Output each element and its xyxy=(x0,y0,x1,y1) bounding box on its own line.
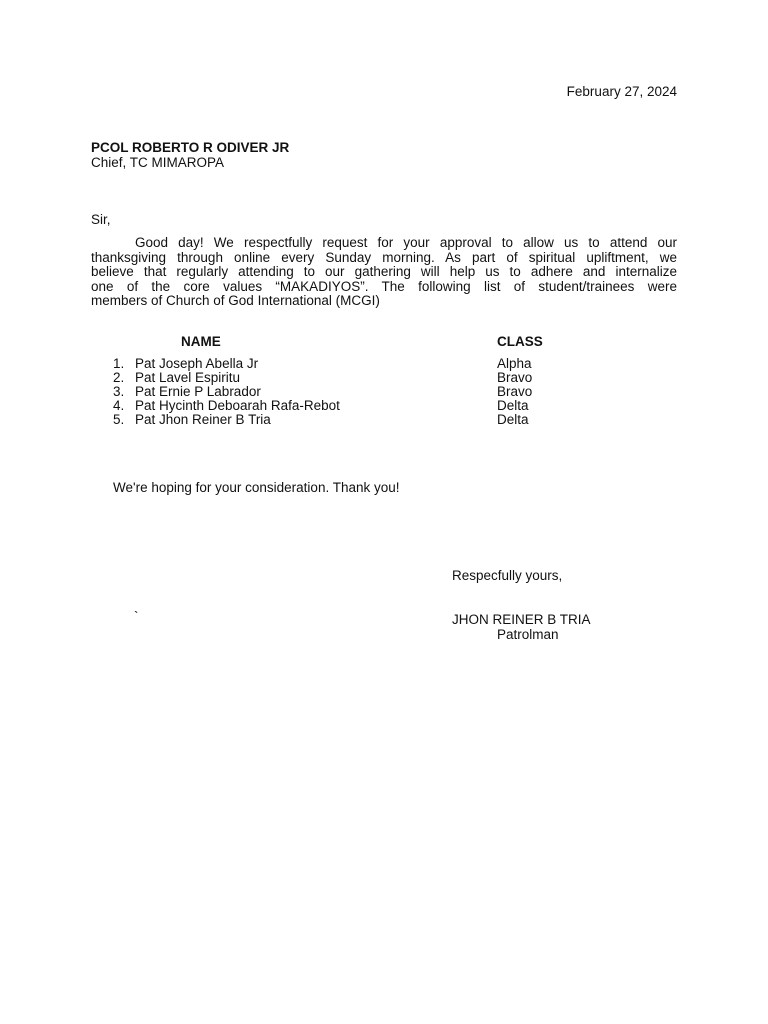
row-number: 1. xyxy=(113,356,125,371)
trainee-row xyxy=(113,413,583,427)
recipient-name: PCOL ROBERTO R ODIVER JR xyxy=(91,140,290,155)
body-line: Good day! We respectfully request for your approval to allow us to attend our xyxy=(135,235,677,250)
body-line: members of Church of God International (MCGI) xyxy=(91,293,380,308)
row-number: 4. xyxy=(113,398,125,413)
body-line: thanksgiving through online every Sunday morning. As part of spiritual upliftment, we xyxy=(91,249,677,265)
body-line: believe that regularly attending to our gathering will help us to adhere and internalize xyxy=(91,264,677,279)
trainee-class: Alpha xyxy=(497,356,532,371)
trainee-row xyxy=(113,371,583,385)
trainee-row xyxy=(113,399,583,413)
trainee-class: Bravo xyxy=(497,384,533,399)
trainee-name: Pat Joseph Abella Jr xyxy=(135,356,259,371)
signer-name: JHON REINER B TRIA xyxy=(452,612,591,627)
body-line: one of the core values “MAKADIYOS”. The following list of student/trainees were xyxy=(91,278,677,294)
valediction: Respecfully yours, xyxy=(452,568,563,583)
trainee-name: Pat Lavel Espiritu xyxy=(135,370,241,385)
name-column-header: NAME xyxy=(181,334,221,349)
body-paragraph xyxy=(91,236,677,309)
trainee-row xyxy=(113,385,583,399)
stray-mark: ` xyxy=(134,609,139,624)
trainee-class: Delta xyxy=(497,398,529,413)
signer-rank: Patrolman xyxy=(497,627,559,642)
closing-line: We're hoping for your consideration. Thank you! xyxy=(113,480,400,495)
trainee-class: Bravo xyxy=(497,370,533,385)
class-column-header: CLASS xyxy=(497,334,543,349)
trainee-row xyxy=(113,357,583,371)
trainee-class: Delta xyxy=(497,412,529,427)
trainee-name: Pat Ernie P Labrador xyxy=(135,384,261,399)
trainee-list xyxy=(113,357,583,427)
row-number: 5. xyxy=(113,412,125,427)
row-number: 2. xyxy=(113,370,125,385)
salutation: Sir, xyxy=(91,212,111,227)
trainee-name: Pat Jhon Reiner B Tria xyxy=(135,412,271,427)
trainee-name: Pat Hycinth Deboarah Rafa-Rebot xyxy=(135,398,340,413)
row-number: 3. xyxy=(113,384,125,399)
recipient-title: Chief, TC MIMAROPA xyxy=(91,155,225,170)
letter-date: February 27, 2024 xyxy=(566,84,677,99)
